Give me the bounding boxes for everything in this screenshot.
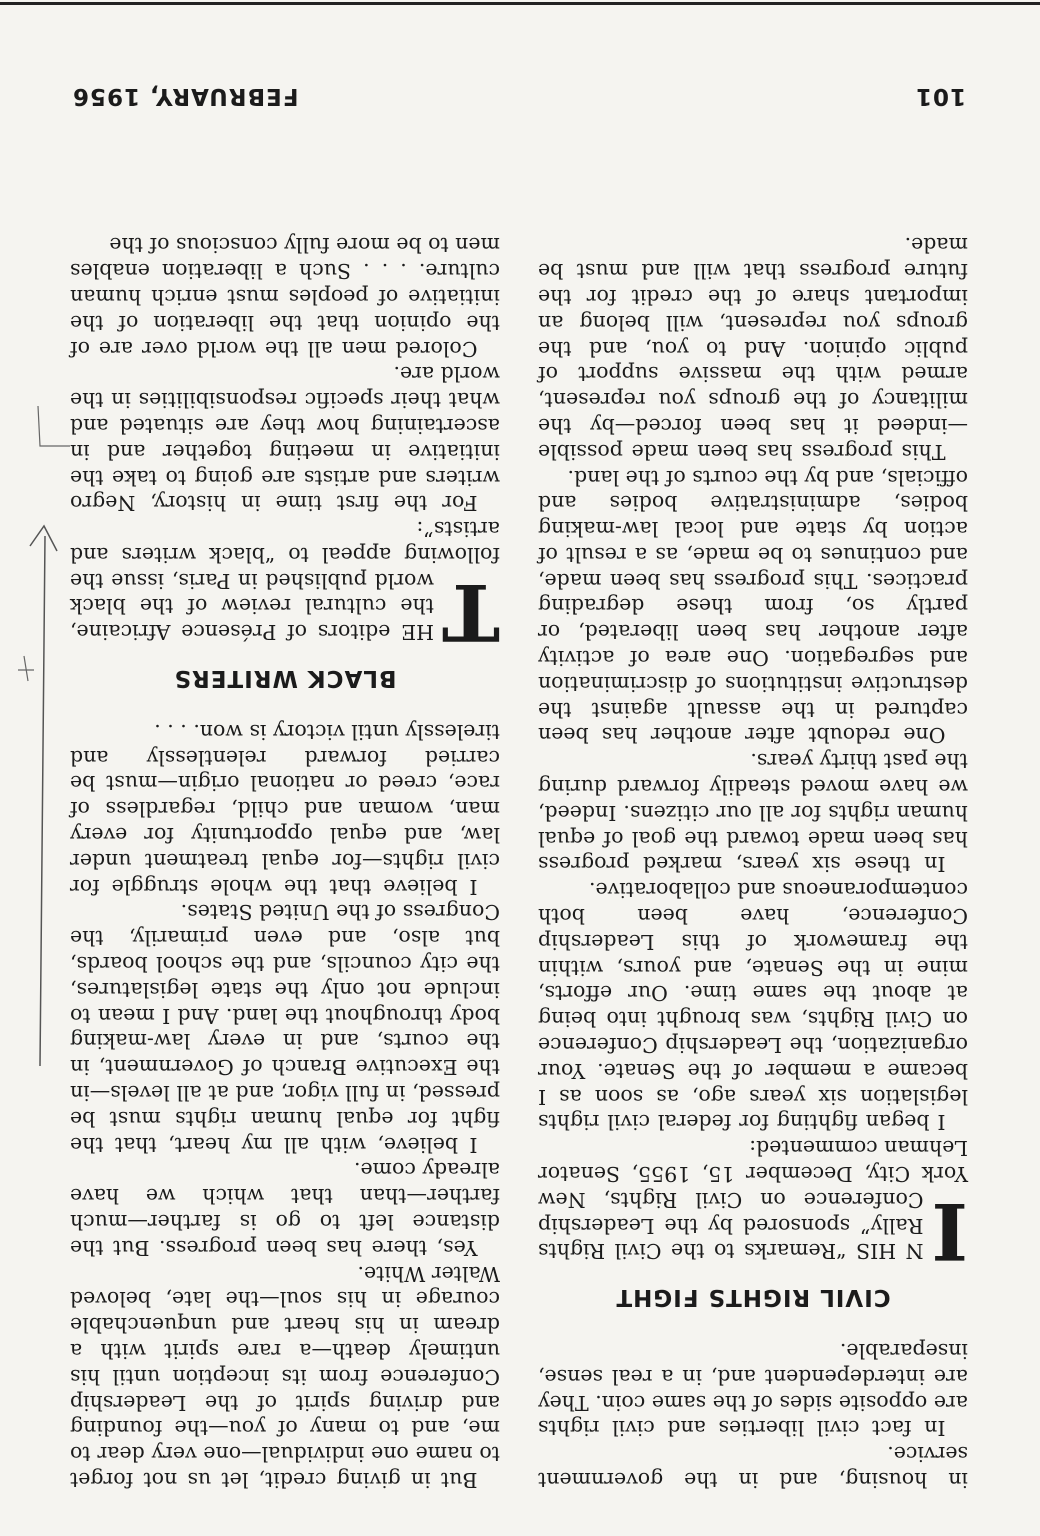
paragraph: I believe that the whole struggle for civil rights—for equal treatment under law, and equal opportunity for every man, woman and child, regardless of race, creed or national origin—must be carried forward relentlessly and tirelessly until victory is won. . . . — [70, 719, 500, 899]
paragraph: In these six years, marked progress has been made toward the goal of equal human rights for all our citizens. Indeed, we have moved steadily forward during the past thirty years. — [538, 749, 968, 877]
paragraph: In fact civil liberties and civil rights are opposite sides of the same coin. They are interdependent and, in a real sense, inseparable. — [538, 1339, 968, 1441]
top-rule — [0, 2, 1040, 5]
section-lead — [70, 515, 500, 658]
section-lead — [538, 1134, 968, 1277]
page-number: 101 — [914, 83, 966, 109]
paragraph: But in giving credit, let us not forget to name one individual—one very dear to me, and to many of you—the founding and driving spirit of the Leadership Conference from its inception until his untimely death—a rare spirit with a dream in his heart and unquenchable courage in his soul—the late, beloved Walter White. — [70, 1261, 500, 1492]
right-column — [70, 232, 500, 1492]
journal-date: FEBRUARY, 1956 — [72, 83, 299, 109]
paragraph: For the first time in history, Negro writers and artists are going to take the initiative in meeting together and in ascertaining how they are situated and what their specific responsibilities in the world are. — [70, 362, 500, 516]
paragraph: I believe, with all my heart, that the fight for equal human rights must be pressed, in full vigor, and at all levels—in the Executive Branch of Government, in the courts, and in every law-making body throughout the land. And I mean to include not only the state legislatures, the city councils, and the school boards, but also, and even primarily, the Congress of the United States. — [70, 900, 500, 1157]
margin-bracket-mark — [38, 406, 70, 446]
lead-text: N HIS “Remarks to the Civil Rights Rally” sponsored by the Leadership Conference on Civil Rights, New York City, December 15, 1955, Senator Lehman commented: — [538, 1136, 968, 1264]
drop-cap: I — [931, 1185, 968, 1277]
paragraph: Colored men all the world over are of the opinion that the liberation of the initiative of peoples must enrich human culture. . . . Such a liberation enables men to be more fully conscious of the — [70, 233, 500, 361]
margin-tick-mark — [18, 656, 34, 681]
section-title-civil-rights: CIVIL RIGHTS FIGHT — [615, 1284, 891, 1311]
paragraph: One redoubt after another has been captured in the assault against the destructive institutions of discrimination and segregation. One area of activity after another has been liberated, or partly so, from these degrading practices. This progress has been made, and continues to be made, as a result of action by state and local law-making bodies, administrative bodies and officials, and by the courts of the land. — [538, 465, 968, 748]
paragraph: Yes, there has been progress. But the distance left to go is farther—much farther—than that which we have already come. — [70, 1158, 500, 1260]
section-title-black-writers: BLACK WRITERS — [173, 665, 397, 692]
paragraph: in housing, and in the government service. — [538, 1442, 968, 1492]
lead-text: HE editors of Présence Africaine, the cultural review of the black world published in Paris, issue the following appeal to “black writers and artists”: — [70, 517, 500, 645]
margin-arrow-mark — [30, 526, 57, 1066]
paragraph: This progress has been made possible—indeed it has been forced—by the militancy of the groups you represent, armed with the massive support of public opinion. And to you, and the groups you represent, will belong an important share of the credit for the future progress that will and must be made. — [538, 233, 968, 464]
left-column — [538, 232, 968, 1492]
drop-cap: T — [441, 566, 500, 658]
paragraph: I began fighting for federal civil rights legislation six years ago, as soon as I became a member of the Senate. Your organization, the Leadership Conference on Civil Rights, was brought into being at about the same time. Our efforts, mine in the Senate, and yours, within the framework of this Leadership Conference, have been both contemporaneous and collaborative. — [538, 878, 968, 1135]
running-header — [72, 76, 966, 116]
